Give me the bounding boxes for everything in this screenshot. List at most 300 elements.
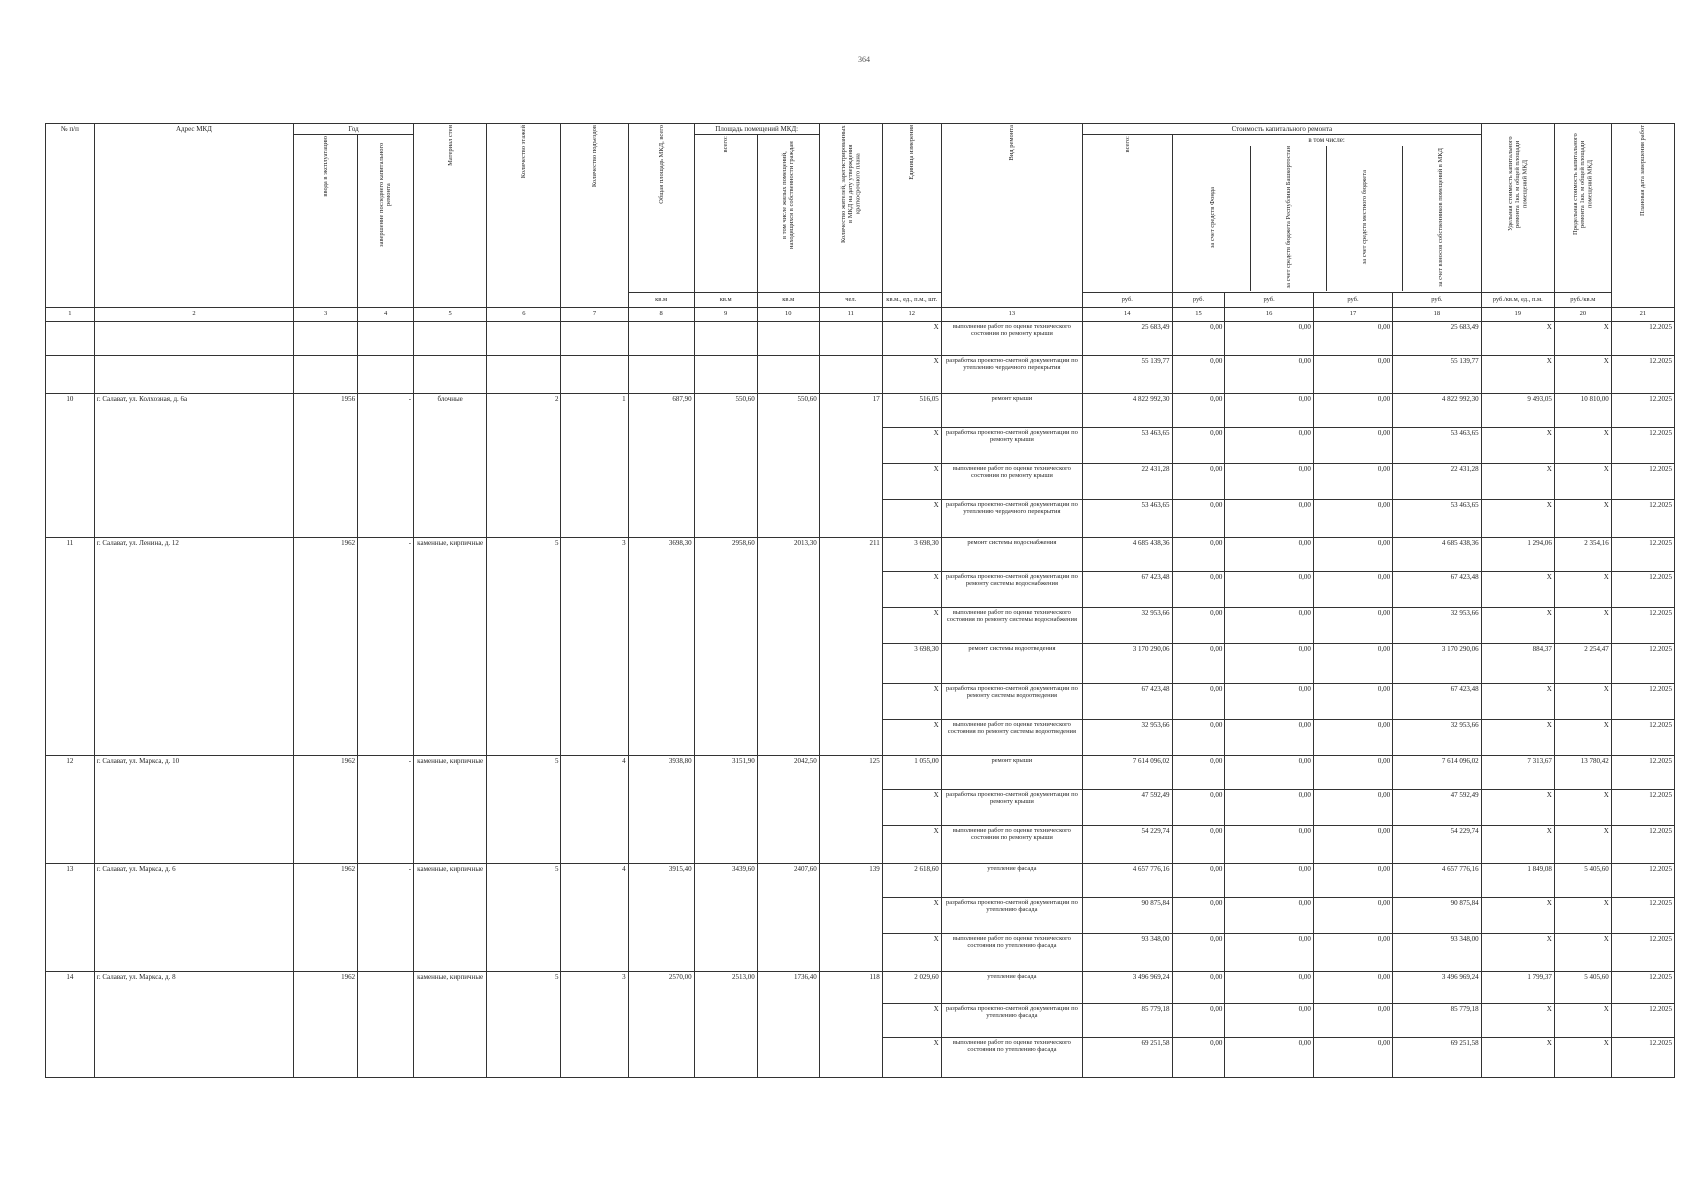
- empty-cell: [294, 321, 358, 355]
- cost-republic: 0,00: [1225, 825, 1313, 863]
- header-num: № п/п: [46, 124, 95, 308]
- header-premises-paying: в том числе жилых помещений, находящихся в собственности граждан: [757, 135, 819, 293]
- cost-fund: 0,00: [1172, 571, 1225, 607]
- cost-total: 25 683,49: [1083, 321, 1172, 355]
- column-number: 11: [819, 307, 882, 321]
- plan-date: 12.2025: [1611, 719, 1674, 755]
- plan-date: 12.2025: [1611, 321, 1674, 355]
- cost-republic: 0,00: [1225, 1003, 1313, 1037]
- column-number: 5: [414, 307, 487, 321]
- cost-fund: 0,00: [1172, 643, 1225, 683]
- empty-cell: [487, 355, 561, 393]
- cost-local: 0,00: [1313, 719, 1392, 755]
- cost-local: 0,00: [1313, 897, 1392, 933]
- cost-local: 0,00: [1313, 683, 1392, 719]
- header-premises-group: Площадь помещений МКД:: [694, 124, 819, 135]
- work-type: разработка проектно-сметной документации по ремонту системы водоснабжения: [941, 571, 1082, 607]
- cost-total: 47 592,49: [1083, 789, 1172, 825]
- entrances: 3: [561, 537, 628, 755]
- house-address: г. Салават, ул. Маркса, д. 8: [94, 971, 293, 1077]
- plan-date: 12.2025: [1611, 1003, 1674, 1037]
- cost-republic: 0,00: [1225, 571, 1313, 607]
- cost-owners: 85 779,18: [1393, 1003, 1482, 1037]
- header-cost-fund: за счет средств Фонда: [1175, 146, 1251, 290]
- cost-total: 22 431,28: [1083, 463, 1172, 499]
- column-number: 1: [46, 307, 95, 321]
- header-premises-total: всего:: [694, 135, 757, 293]
- unit-value: X: [882, 355, 941, 393]
- empty-cell: [561, 321, 628, 355]
- cost-fund: 0,00: [1172, 1037, 1225, 1077]
- limit-cost: X: [1554, 463, 1611, 499]
- unit-10: кв.м: [757, 292, 819, 307]
- table-header: [46, 124, 1675, 322]
- specific-cost: 884,37: [1481, 643, 1554, 683]
- cost-local: 0,00: [1313, 1037, 1392, 1077]
- specific-cost: X: [1481, 571, 1554, 607]
- header-limit-cost: Предельная стоимость капитального ремонта 1кв. м общей площади помещений МКД: [1554, 124, 1611, 293]
- cost-total: 93 348,00: [1083, 933, 1172, 971]
- cost-total: 4 822 992,30: [1083, 393, 1172, 427]
- cost-republic: 0,00: [1225, 789, 1313, 825]
- work-type: выполнение работ по оценке технического состояния по ремонту крыши: [941, 321, 1082, 355]
- cost-republic: 0,00: [1225, 607, 1313, 643]
- house-number: 10: [46, 393, 95, 537]
- empty-cell: [358, 355, 414, 393]
- unit-value: X: [882, 897, 941, 933]
- plan-date: 12.2025: [1611, 643, 1674, 683]
- plan-date: 12.2025: [1611, 755, 1674, 789]
- cost-republic: 0,00: [1225, 537, 1313, 571]
- header-residents: Количество жителей, зарегистрированных в МКД на дату утверждения краткосрочного плана: [819, 124, 882, 293]
- cost-owners: 4 657 776,16: [1393, 863, 1482, 897]
- cost-fund: 0,00: [1172, 683, 1225, 719]
- cost-owners: 53 463,65: [1393, 499, 1482, 537]
- house-number: 11: [46, 537, 95, 755]
- cost-total: 7 614 096,02: [1083, 755, 1172, 789]
- cost-fund: 0,00: [1172, 321, 1225, 355]
- year-commission: 1962: [294, 863, 358, 971]
- year-last-repair: -: [358, 393, 414, 537]
- header-unit: Единица измерения: [882, 124, 941, 293]
- unit-18: руб.: [1393, 292, 1482, 307]
- work-type: разработка проектно-сметной документации по утеплению фасада: [941, 897, 1082, 933]
- plan-date: 12.2025: [1611, 789, 1674, 825]
- cost-local: 0,00: [1313, 427, 1392, 463]
- limit-cost: X: [1554, 355, 1611, 393]
- house-address: г. Салават, ул. Маркса, д. 6: [94, 863, 293, 971]
- cost-local: 0,00: [1313, 971, 1392, 1003]
- cost-total: 4 685 438,36: [1083, 537, 1172, 571]
- specific-cost: X: [1481, 1037, 1554, 1077]
- column-number: 7: [561, 307, 628, 321]
- limit-cost: X: [1554, 1037, 1611, 1077]
- specific-cost: 1 799,37: [1481, 971, 1554, 1003]
- table-body: [46, 321, 1675, 1077]
- header-wall-material: Материал стен: [414, 124, 487, 308]
- residents: 17: [819, 393, 882, 537]
- total-area: 2570,00: [628, 971, 694, 1077]
- cost-republic: 0,00: [1225, 755, 1313, 789]
- cost-owners: 93 348,00: [1393, 933, 1482, 971]
- unit-value: X: [882, 571, 941, 607]
- year-last-repair: [358, 971, 414, 1077]
- column-number: 6: [487, 307, 561, 321]
- limit-cost: X: [1554, 719, 1611, 755]
- unit-value: 3 698,30: [882, 537, 941, 571]
- house-address: г. Салават, ул. Маркса, д. 10: [94, 755, 293, 863]
- unit-value: 516,05: [882, 393, 941, 427]
- unit-value: X: [882, 1037, 941, 1077]
- year-commission: 1956: [294, 393, 358, 537]
- cost-republic: 0,00: [1225, 321, 1313, 355]
- cost-local: 0,00: [1313, 499, 1392, 537]
- cost-owners: 4 822 992,30: [1393, 393, 1482, 427]
- cost-fund: 0,00: [1172, 607, 1225, 643]
- cost-fund: 0,00: [1172, 537, 1225, 571]
- specific-cost: X: [1481, 825, 1554, 863]
- cost-owners: 32 953,66: [1393, 607, 1482, 643]
- plan-date: 12.2025: [1611, 499, 1674, 537]
- table-row: [46, 393, 1675, 427]
- unit-15: руб.: [1172, 292, 1225, 307]
- cost-owners: 53 463,65: [1393, 427, 1482, 463]
- premises-paying: 2042,50: [757, 755, 819, 863]
- table-row: [46, 321, 1675, 355]
- header-address: Адрес МКД: [94, 124, 293, 308]
- empty-cell: [819, 321, 882, 355]
- unit-value: 3 698,30: [882, 643, 941, 683]
- unit-value: 1 055,00: [882, 755, 941, 789]
- cost-total: 55 139,77: [1083, 355, 1172, 393]
- specific-cost: 7 313,67: [1481, 755, 1554, 789]
- column-number: 14: [1083, 307, 1172, 321]
- unit-value: X: [882, 683, 941, 719]
- cost-fund: 0,00: [1172, 897, 1225, 933]
- specific-cost: X: [1481, 499, 1554, 537]
- cost-owners: 69 251,58: [1393, 1037, 1482, 1077]
- table-row: [46, 355, 1675, 393]
- cost-total: 3 496 969,24: [1083, 971, 1172, 1003]
- cost-local: 0,00: [1313, 825, 1392, 863]
- cost-republic: 0,00: [1225, 897, 1313, 933]
- work-type: разработка проектно-сметной документации по ремонту крыши: [941, 789, 1082, 825]
- cost-republic: 0,00: [1225, 355, 1313, 393]
- unit-value: X: [882, 607, 941, 643]
- wall-material: каменные, кирпичные: [414, 755, 487, 863]
- unit-value: X: [882, 719, 941, 755]
- cost-owners: 7 614 096,02: [1393, 755, 1482, 789]
- cost-total: 54 229,74: [1083, 825, 1172, 863]
- year-last-repair: -: [358, 755, 414, 863]
- total-area: 3915,40: [628, 863, 694, 971]
- unit-17: руб.: [1313, 292, 1392, 307]
- header-year-commission: ввода в эксплуатацию: [294, 135, 358, 308]
- cost-owners: 3 496 969,24: [1393, 971, 1482, 1003]
- specific-cost: X: [1481, 897, 1554, 933]
- column-number: 9: [694, 307, 757, 321]
- total-area: 687,90: [628, 393, 694, 537]
- cost-total: 69 251,58: [1083, 1037, 1172, 1077]
- cost-fund: 0,00: [1172, 755, 1225, 789]
- total-area: 3698,30: [628, 537, 694, 755]
- cost-republic: 0,00: [1225, 863, 1313, 897]
- specific-cost: X: [1481, 427, 1554, 463]
- unit-14: руб.: [1083, 292, 1172, 307]
- cost-owners: 67 423,48: [1393, 571, 1482, 607]
- unit-value: 2 029,60: [882, 971, 941, 1003]
- empty-cell: [757, 355, 819, 393]
- specific-cost: X: [1481, 463, 1554, 499]
- floors: 5: [487, 755, 561, 863]
- cost-fund: 0,00: [1172, 393, 1225, 427]
- floors: 5: [487, 971, 561, 1077]
- column-number: 8: [628, 307, 694, 321]
- year-commission: 1962: [294, 971, 358, 1077]
- cost-republic: 0,00: [1225, 1037, 1313, 1077]
- cost-owners: 3 170 290,06: [1393, 643, 1482, 683]
- unit-value: X: [882, 825, 941, 863]
- plan-date: 12.2025: [1611, 683, 1674, 719]
- table-row: [46, 971, 1675, 1003]
- plan-date: 12.2025: [1611, 463, 1674, 499]
- column-numbers-row: [46, 307, 1675, 321]
- cost-local: 0,00: [1313, 643, 1392, 683]
- repair-register-table: [45, 123, 1675, 1078]
- unit-12: кв.м., ед., п.м., шт.: [882, 292, 941, 307]
- repair-register-sheet: [45, 123, 1675, 1078]
- limit-cost: 5 405,60: [1554, 971, 1611, 1003]
- unit-value: X: [882, 321, 941, 355]
- cost-total: 67 423,48: [1083, 683, 1172, 719]
- unit-16: руб.: [1225, 292, 1313, 307]
- limit-cost: 5 405,60: [1554, 863, 1611, 897]
- unit-value: X: [882, 1003, 941, 1037]
- cost-fund: 0,00: [1172, 719, 1225, 755]
- plan-date: 12.2025: [1611, 863, 1674, 897]
- specific-cost: X: [1481, 1003, 1554, 1037]
- cost-total: 53 463,65: [1083, 427, 1172, 463]
- unit-value: X: [882, 427, 941, 463]
- limit-cost: X: [1554, 499, 1611, 537]
- work-type: разработка проектно-сметной документации по утеплению фасада: [941, 1003, 1082, 1037]
- cost-republic: 0,00: [1225, 463, 1313, 499]
- unit-20: руб./кв.м: [1554, 292, 1611, 307]
- plan-date: 12.2025: [1611, 897, 1674, 933]
- cost-republic: 0,00: [1225, 933, 1313, 971]
- residents: 118: [819, 971, 882, 1077]
- cost-republic: 0,00: [1225, 719, 1313, 755]
- year-commission: 1962: [294, 537, 358, 755]
- cost-owners: 90 875,84: [1393, 897, 1482, 933]
- specific-cost: X: [1481, 321, 1554, 355]
- column-number: 2: [94, 307, 293, 321]
- premises-total: 2513,00: [694, 971, 757, 1077]
- cost-local: 0,00: [1313, 463, 1392, 499]
- work-type: ремонт крыши: [941, 393, 1082, 427]
- work-type: ремонт системы водоснабжения: [941, 537, 1082, 571]
- work-type: разработка проектно-сметной документации по утеплению чердачного перекрытия: [941, 355, 1082, 393]
- cost-republic: 0,00: [1225, 971, 1313, 1003]
- premises-total: 3151,90: [694, 755, 757, 863]
- unit-9: кв.м: [694, 292, 757, 307]
- column-number: 19: [1481, 307, 1554, 321]
- limit-cost: X: [1554, 607, 1611, 643]
- empty-cell: [46, 355, 95, 393]
- limit-cost: X: [1554, 683, 1611, 719]
- floors: 5: [487, 537, 561, 755]
- column-number: 15: [1172, 307, 1225, 321]
- cost-total: 85 779,18: [1083, 1003, 1172, 1037]
- premises-total: 2958,60: [694, 537, 757, 755]
- cost-local: 0,00: [1313, 321, 1392, 355]
- header-year-group: Год: [294, 124, 414, 135]
- residents: 125: [819, 755, 882, 863]
- header-year-last-repair: завершение последнего капитального ремонта: [358, 135, 414, 308]
- column-number: 16: [1225, 307, 1313, 321]
- plan-date: 12.2025: [1611, 355, 1674, 393]
- empty-cell: [487, 321, 561, 355]
- cost-owners: 54 229,74: [1393, 825, 1482, 863]
- specific-cost: 1 849,08: [1481, 863, 1554, 897]
- house-address: г. Салават, ул. Колхозная, д. 6а: [94, 393, 293, 537]
- work-type: утепление фасада: [941, 863, 1082, 897]
- work-type: разработка проектно-сметной документации по ремонту системы водоотведения: [941, 683, 1082, 719]
- entrances: 3: [561, 971, 628, 1077]
- cost-fund: 0,00: [1172, 863, 1225, 897]
- limit-cost: X: [1554, 933, 1611, 971]
- limit-cost: 10 810,00: [1554, 393, 1611, 427]
- cost-local: 0,00: [1313, 537, 1392, 571]
- premises-paying: 2013,30: [757, 537, 819, 755]
- wall-material: каменные, кирпичные: [414, 971, 487, 1077]
- residents: 139: [819, 863, 882, 971]
- work-type: разработка проектно-сметной документации по ремонту крыши: [941, 427, 1082, 463]
- cost-local: 0,00: [1313, 933, 1392, 971]
- header-specific-cost: Удельная стоимость капитального ремонта 1кв. м общей площади помещений МКД: [1481, 124, 1554, 293]
- column-number: 12: [882, 307, 941, 321]
- house-number: 12: [46, 755, 95, 863]
- cost-owners: 47 592,49: [1393, 789, 1482, 825]
- empty-cell: [414, 321, 487, 355]
- entrances: 4: [561, 755, 628, 863]
- empty-cell: [628, 321, 694, 355]
- cost-local: 0,00: [1313, 393, 1392, 427]
- floors: 5: [487, 863, 561, 971]
- plan-date: 12.2025: [1611, 825, 1674, 863]
- column-number: 17: [1313, 307, 1392, 321]
- unit-value: X: [882, 789, 941, 825]
- header-work-type: Вид ремонта: [941, 124, 1082, 308]
- specific-cost: 9 493,05: [1481, 393, 1554, 427]
- cost-total: 67 423,48: [1083, 571, 1172, 607]
- unit-11: чел.: [819, 292, 882, 307]
- work-type: утепление фасада: [941, 971, 1082, 1003]
- empty-cell: [628, 355, 694, 393]
- residents: 211: [819, 537, 882, 755]
- plan-date: 12.2025: [1611, 607, 1674, 643]
- specific-cost: X: [1481, 683, 1554, 719]
- cost-local: 0,00: [1313, 1003, 1392, 1037]
- cost-owners: 4 685 438,36: [1393, 537, 1482, 571]
- table-row: [46, 755, 1675, 789]
- specific-cost: X: [1481, 607, 1554, 643]
- premises-total: 3439,60: [694, 863, 757, 971]
- limit-cost: 2 254,47: [1554, 643, 1611, 683]
- empty-cell: [94, 355, 293, 393]
- house-address: г. Салават, ул. Ленина, д. 12: [94, 537, 293, 755]
- cost-fund: 0,00: [1172, 825, 1225, 863]
- premises-paying: 1736,40: [757, 971, 819, 1077]
- premises-total: 550,60: [694, 393, 757, 537]
- limit-cost: X: [1554, 321, 1611, 355]
- year-commission: 1962: [294, 755, 358, 863]
- limit-cost: 13 780,42: [1554, 755, 1611, 789]
- column-number: 13: [941, 307, 1082, 321]
- column-number: 4: [358, 307, 414, 321]
- column-number: 10: [757, 307, 819, 321]
- empty-cell: [694, 321, 757, 355]
- cost-fund: 0,00: [1172, 355, 1225, 393]
- plan-date: 12.2025: [1611, 393, 1674, 427]
- header-plan-date: Плановая дата завершения работ: [1611, 124, 1674, 308]
- cost-total: 4 657 776,16: [1083, 863, 1172, 897]
- work-type: выполнение работ по оценке технического состояния по ремонту системы водоснабжения: [941, 607, 1082, 643]
- wall-material: каменные, кирпичные: [414, 863, 487, 971]
- work-type: выполнение работ по оценке технического состояния по ремонту крыши: [941, 463, 1082, 499]
- table-row: [46, 863, 1675, 897]
- column-number: 20: [1554, 307, 1611, 321]
- unit-8: кв.м: [628, 292, 694, 307]
- cost-owners: 22 431,28: [1393, 463, 1482, 499]
- total-area: 3938,80: [628, 755, 694, 863]
- work-type: выполнение работ по оценке технического состояния по утеплению фасада: [941, 1037, 1082, 1077]
- house-number: 14: [46, 971, 95, 1077]
- limit-cost: X: [1554, 789, 1611, 825]
- specific-cost: X: [1481, 933, 1554, 971]
- empty-cell: [414, 355, 487, 393]
- cost-total: 32 953,66: [1083, 607, 1172, 643]
- year-last-repair: -: [358, 537, 414, 755]
- column-number: 3: [294, 307, 358, 321]
- cost-owners: 25 683,49: [1393, 321, 1482, 355]
- limit-cost: X: [1554, 1003, 1611, 1037]
- cost-owners: 32 953,66: [1393, 719, 1482, 755]
- cost-republic: 0,00: [1225, 683, 1313, 719]
- wall-material: каменные, кирпичные: [414, 537, 487, 755]
- header-cost-republic: за счет средств бюджета Республики Башкортостан: [1251, 146, 1327, 290]
- cost-fund: 0,00: [1172, 933, 1225, 971]
- floors: 2: [487, 393, 561, 537]
- cost-owners: 67 423,48: [1393, 683, 1482, 719]
- plan-date: 12.2025: [1611, 933, 1674, 971]
- empty-cell: [94, 321, 293, 355]
- empty-cell: [294, 355, 358, 393]
- empty-cell: [757, 321, 819, 355]
- specific-cost: X: [1481, 355, 1554, 393]
- cost-total: 53 463,65: [1083, 499, 1172, 537]
- header-total-area: Общая площадь МКД, всего: [628, 124, 694, 293]
- plan-date: 12.2025: [1611, 1037, 1674, 1077]
- cost-republic: 0,00: [1225, 499, 1313, 537]
- cost-total: 90 875,84: [1083, 897, 1172, 933]
- unit-value: X: [882, 463, 941, 499]
- work-type: ремонт системы водоотведения: [941, 643, 1082, 683]
- header-floors: Количество этажей: [487, 124, 561, 308]
- cost-local: 0,00: [1313, 607, 1392, 643]
- unit-19: руб./кв.м, ед., п.м.: [1481, 292, 1554, 307]
- limit-cost: X: [1554, 427, 1611, 463]
